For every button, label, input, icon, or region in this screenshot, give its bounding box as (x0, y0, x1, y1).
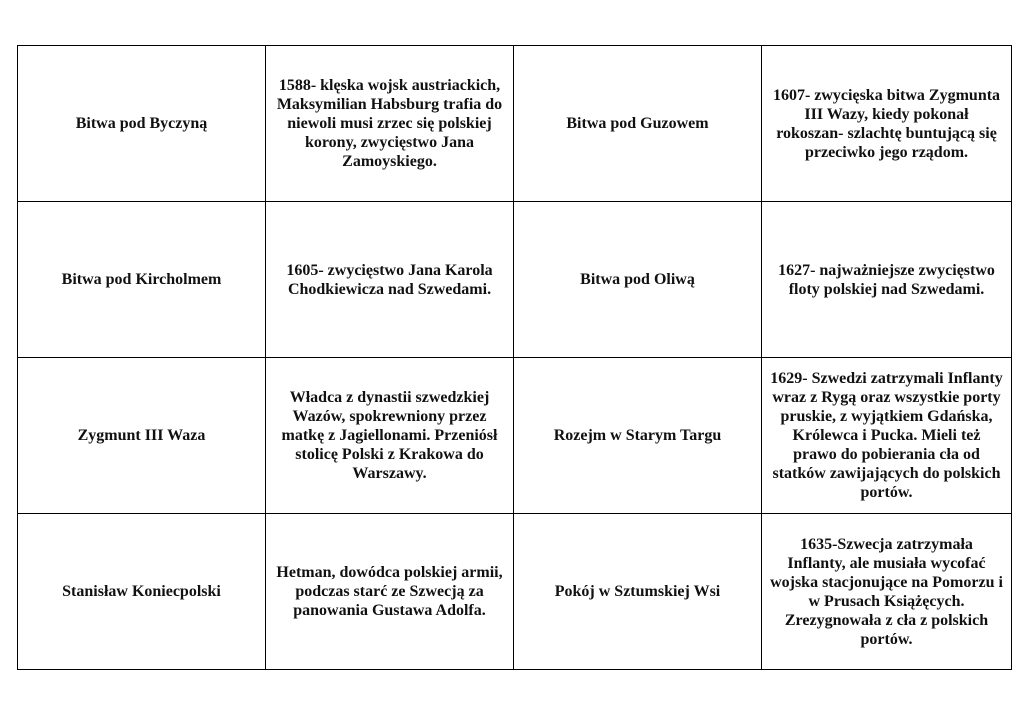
table-row (18, 46, 1012, 202)
document-page (17, 45, 1011, 670)
definition-cell: 1629- Szwedzi zatrzymali Inflanty wraz z Rygą oraz wszystkie porty pruskie, z wyjątkiem Gdańska, Królewca i Pucka. Mieli też prawo do pobierania cła od statków zawijających do polskich portów. (762, 358, 1012, 514)
term-cell: Bitwa pod Guzowem (514, 46, 762, 202)
table-row (18, 202, 1012, 358)
term-cell: Bitwa pod Oliwą (514, 202, 762, 358)
term-cell: Zygmunt III Waza (18, 358, 266, 514)
term-cell: Pokój w Sztumskiej Wsi (514, 514, 762, 670)
definition-cell: 1635-Szwecja zatrzymała Inflanty, ale musiała wycofać wojska stacjonujące na Pomorzu i w Prusach Książęcych. Zrezygnowała z cła z polskich portów. (762, 514, 1012, 670)
definition-cell: 1588- klęska wojsk austriackich, Maksymilian Habsburg trafia do niewoli musi zrzec się polskiej korony, zwycięstwo Jana Zamoyskiego. (266, 46, 514, 202)
definition-cell: Hetman, dowódca polskiej armii, podczas starć ze Szwecją za panowania Gustawa Adolfa. (266, 514, 514, 670)
definition-cell: 1605- zwycięstwo Jana Karola Chodkiewicza nad Szwedami. (266, 202, 514, 358)
term-cell: Stanisław Koniecpolski (18, 514, 266, 670)
table-row (18, 514, 1012, 670)
term-cell: Bitwa pod Byczyną (18, 46, 266, 202)
definition-cell: 1607- zwycięska bitwa Zygmunta III Wazy, kiedy pokonał rokoszan- szlachtę buntującą się przeciwko jego rządom. (762, 46, 1012, 202)
terms-table (17, 45, 1012, 670)
definition-cell: Władca z dynastii szwedzkiej Wazów, spokrewniony przez matkę z Jagiellonami. Przeniósł stolicę Polski z Krakowa do Warszawy. (266, 358, 514, 514)
definition-cell: 1627- najważniejsze zwycięstwo floty polskiej nad Szwedami. (762, 202, 1012, 358)
term-cell: Rozejm w Starym Targu (514, 358, 762, 514)
table-row (18, 358, 1012, 514)
term-cell: Bitwa pod Kircholmem (18, 202, 266, 358)
